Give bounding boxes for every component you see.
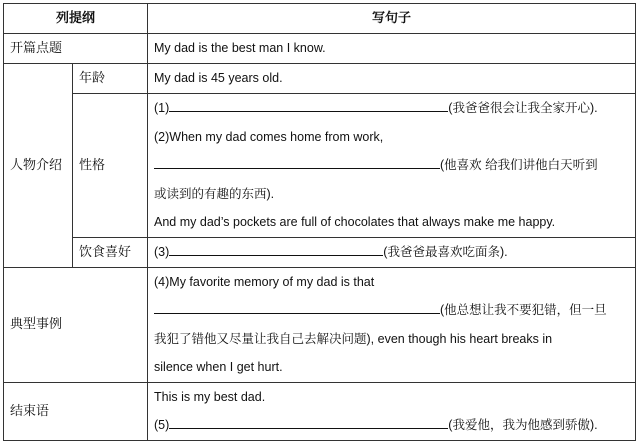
food-label: 饮食喜好 (73, 237, 148, 267)
example-cell (148, 267, 636, 382)
table-row-example (4, 267, 636, 382)
q4-hint: (他总想让我不要犯错，但一旦 (440, 303, 607, 317)
table-row-opening (4, 34, 636, 64)
table-row-food (4, 237, 636, 267)
q5-prefix: (5) (154, 418, 170, 432)
q5-hint: (我爱他，我为他感到骄傲). (448, 418, 598, 432)
q3-hint: (我爸爸最喜欢吃面条). (383, 244, 508, 259)
personality-extra: And my dad’s pockets are full of chocolates that always make me happy. (154, 215, 556, 229)
table-row-conclusion (4, 382, 636, 440)
character-label: 人物介绍 (4, 64, 73, 268)
q1-blank[interactable] (169, 98, 448, 112)
table-row-personality (4, 94, 636, 238)
conclusion-text: This is my best dad. (154, 389, 266, 404)
table-row-age (4, 64, 636, 94)
personality-label: 性格 (73, 94, 148, 238)
outline-table (3, 3, 636, 441)
q2-hint: (他喜欢 给我们讲他白天听到 (440, 158, 598, 172)
q2-hint-cont: 或读到的有趣的东西). (154, 186, 275, 201)
header-outline: 列提纲 (4, 4, 148, 34)
q2-blank[interactable] (154, 155, 440, 169)
personality-cell (148, 94, 636, 238)
q1-hint: (我爸爸很会让我全家开心). (448, 101, 598, 115)
header-sentences: 写句子 (148, 4, 636, 34)
q4-text: (4)My favorite memory of my dad is that (154, 274, 375, 289)
example-label: 典型事例 (4, 267, 148, 382)
conclusion-label: 结束语 (4, 382, 148, 440)
opening-text: My dad is the best man I know. (148, 34, 636, 64)
conclusion-cell (148, 382, 636, 440)
age-text: My dad is 45 years old. (148, 64, 636, 94)
q3-prefix: (3) (154, 244, 170, 259)
q1-prefix: (1) (154, 101, 170, 115)
age-label: 年龄 (73, 64, 148, 94)
q4-end: silence when I get hurt. (154, 360, 283, 374)
q2-text: (2)When my dad comes home from work, (154, 129, 384, 144)
q4-blank[interactable] (154, 300, 440, 314)
q5-blank[interactable] (169, 415, 448, 429)
q4-hint-cont: 我犯了错他又尽量让我自己去解决问题), even though his heart breaks in (154, 331, 553, 346)
q3-blank[interactable] (169, 242, 383, 256)
opening-label: 开篇点题 (4, 34, 148, 64)
header-row (4, 4, 636, 34)
